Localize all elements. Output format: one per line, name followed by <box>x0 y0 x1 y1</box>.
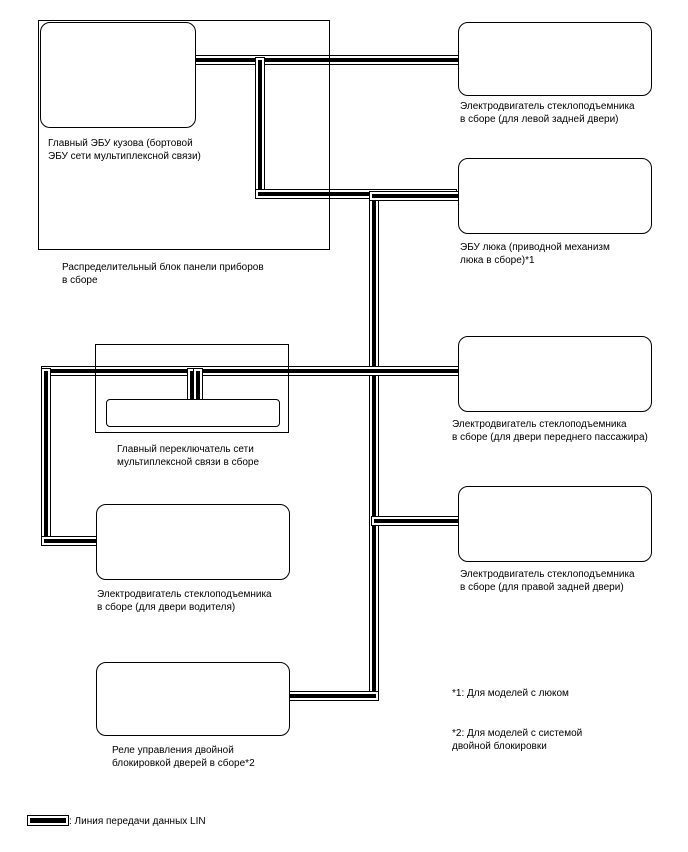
driver-window-motor-box <box>96 504 290 580</box>
passenger-window-motor-box <box>458 336 652 412</box>
lin-wire-main-trunk <box>372 194 376 696</box>
legend-lin-line-label: : Линия передачи данных LIN <box>69 816 206 827</box>
legend-lin-line-symbol <box>30 818 66 823</box>
lin-wire-left-drop <box>44 371 48 543</box>
lin-wire-to-relay <box>290 694 376 698</box>
double-lock-relay-box <box>96 662 290 736</box>
lin-wire-to-driver <box>44 539 96 543</box>
sunroof-ecu-label: ЭБУ люка (приводной механизм люка в сборе)*1 <box>460 242 610 266</box>
lin-wire-to-rear-right <box>374 519 458 523</box>
note-sunroof: *1: Для моделей с люком <box>452 688 569 699</box>
main-body-ecu-box <box>40 22 196 128</box>
double-lock-relay-label: Реле управления двойной блокировкой дверей в сборе*2 <box>112 745 255 769</box>
sunroof-ecu-box <box>458 158 652 234</box>
note-double-lock: *2: Для моделей с системой двойной блокировки <box>452 728 583 752</box>
driver-window-motor-label: Электродвигатель стеклоподъемника в сборе (для двери водителя) <box>97 589 272 613</box>
rear-left-window-motor-label: Электродвигатель стеклоподъемника в сборе (для левой задней двери) <box>460 101 635 125</box>
rear-right-window-motor-label: Электродвигатель стеклоподъемника в сборе (для правой задней двери) <box>460 569 635 593</box>
passenger-window-motor-label: Электродвигатель стеклоподъемника в сборе (для двери переднего пассажира) <box>452 419 648 443</box>
rear-right-window-motor-box <box>458 486 652 562</box>
lin-wire-to-sunroof <box>372 194 458 198</box>
master-switch-box <box>106 399 280 427</box>
rear-left-window-motor-box <box>458 22 652 96</box>
instrument-junction-block-label: Распределительный блок панели приборов в сборе <box>62 262 264 286</box>
main-body-ecu-label: Главный ЭБУ кузова (бортовой ЭБУ сети мультиплексной связи) <box>48 138 201 162</box>
master-switch-label: Главный переключатель сети мультиплексной связи в сборе <box>117 444 260 468</box>
